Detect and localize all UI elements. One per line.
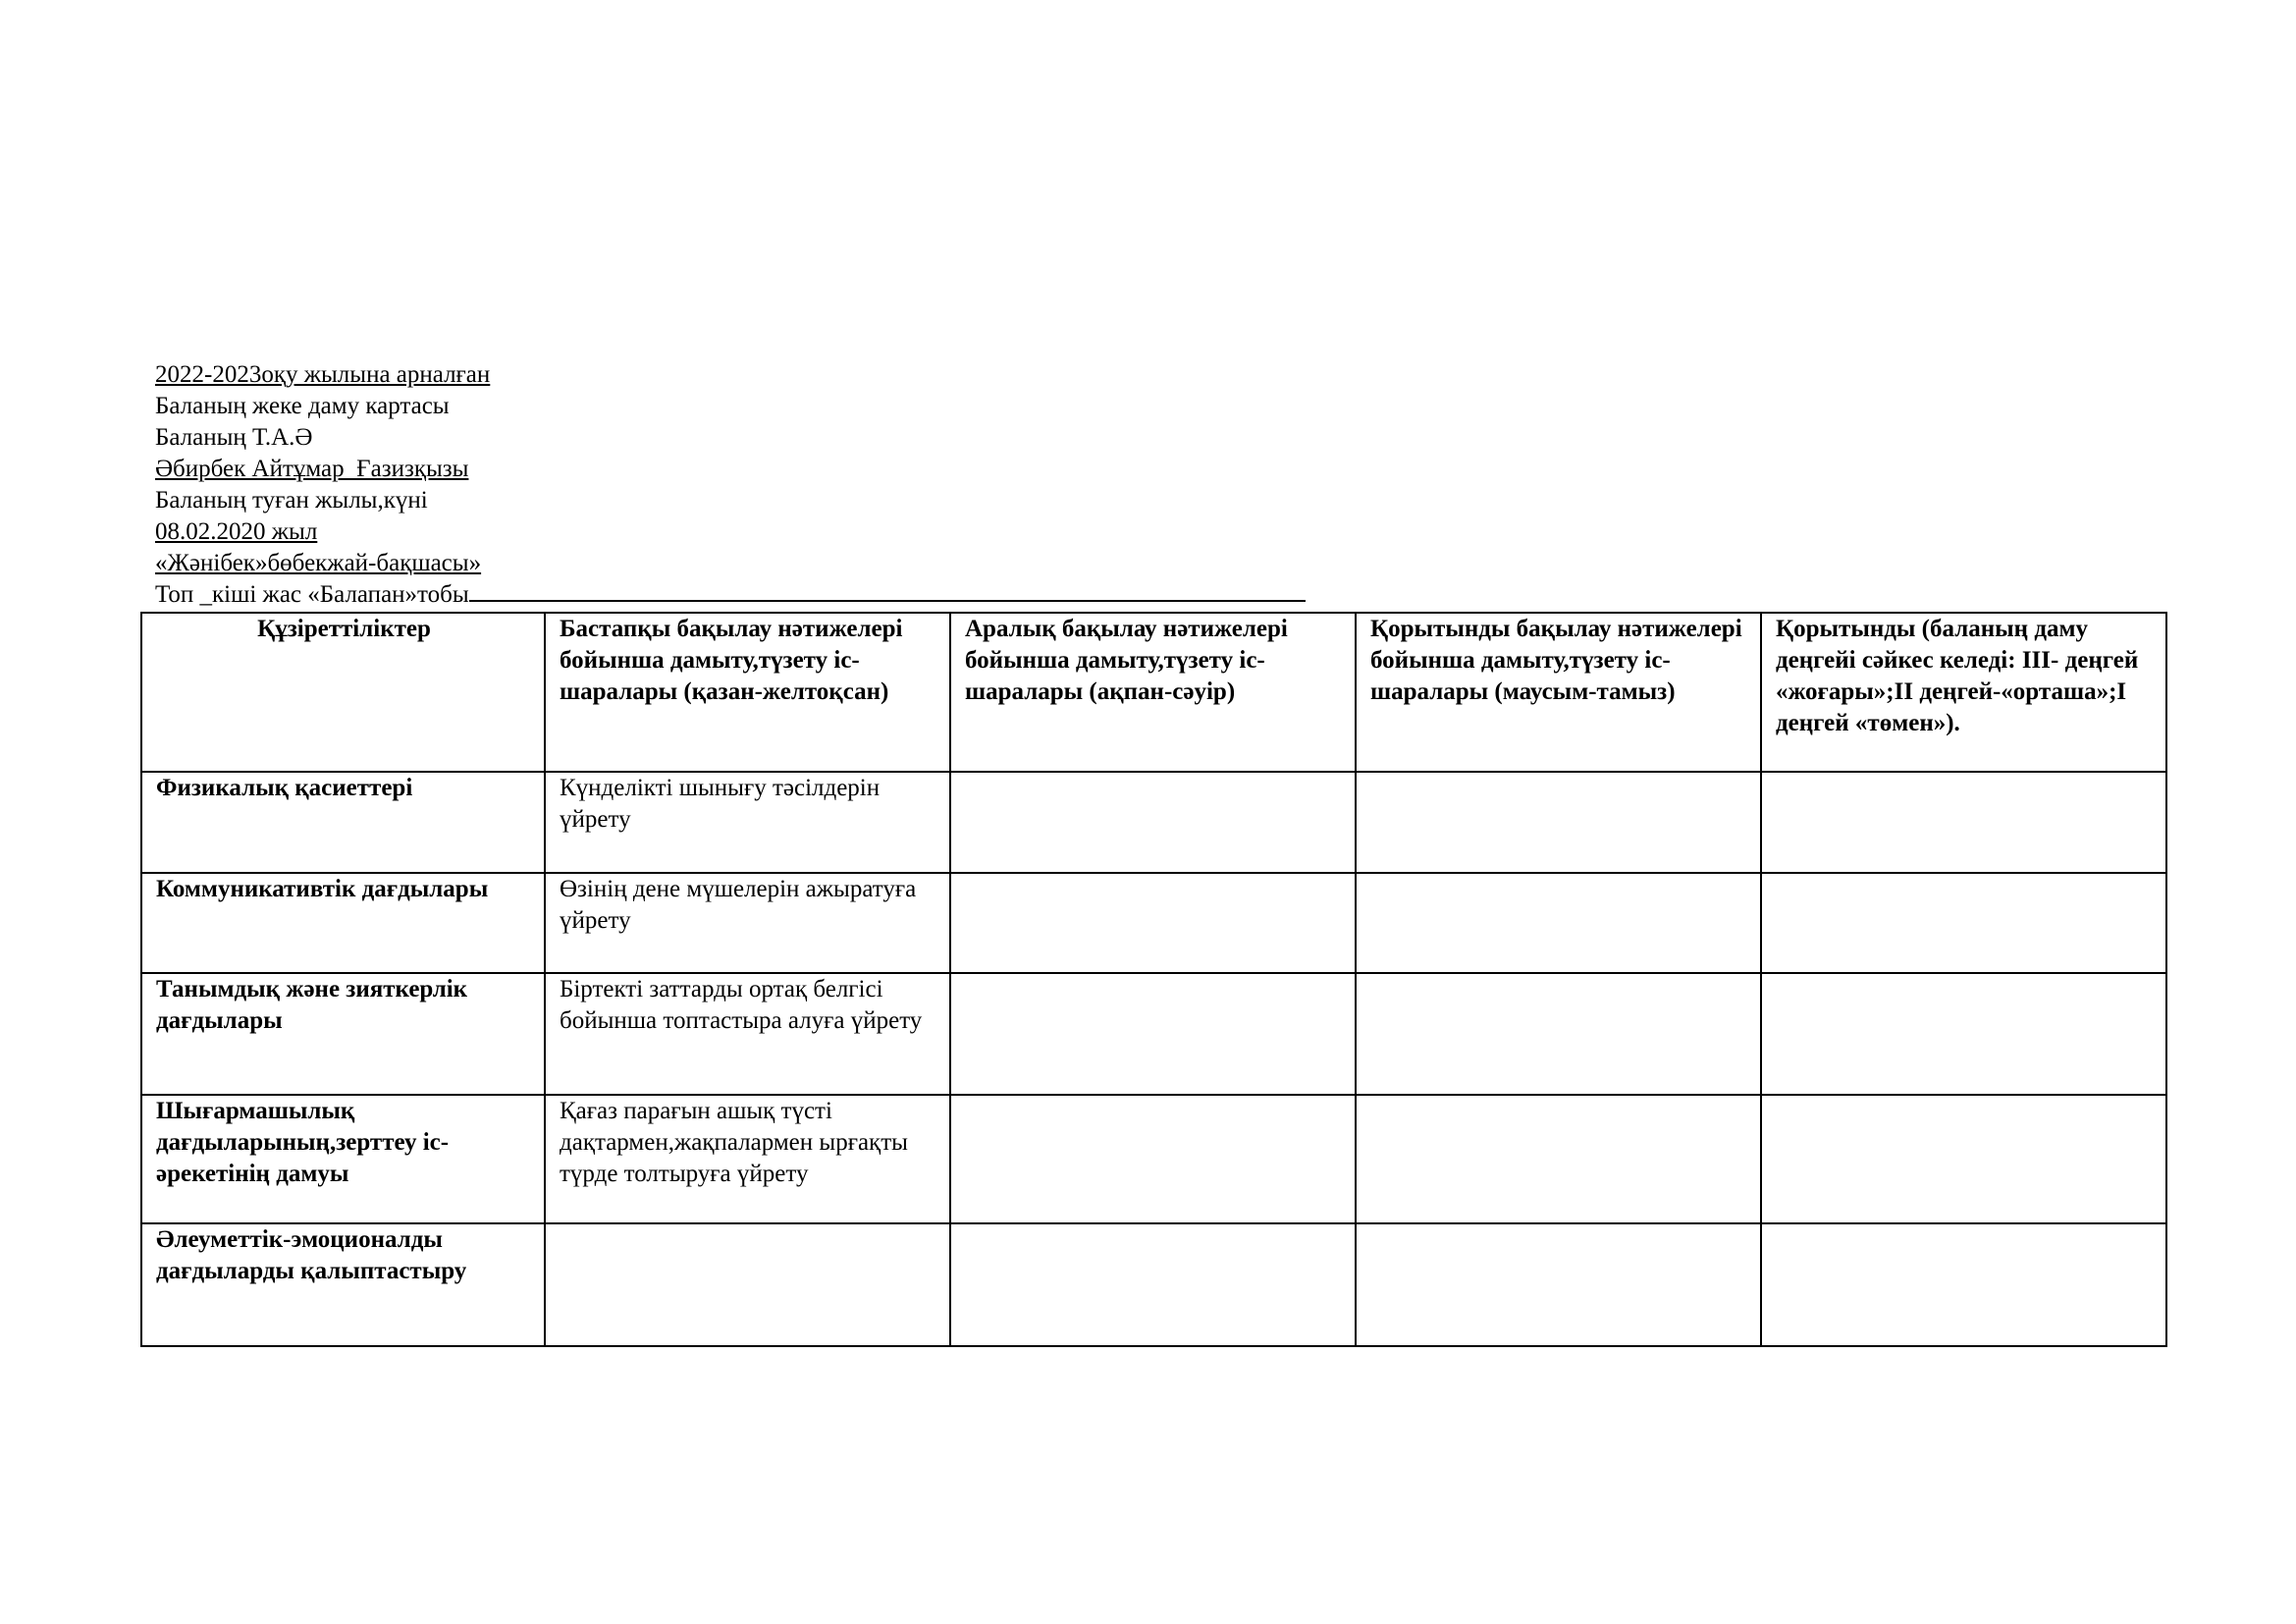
competency-cell: Коммуникативтік дағдылары [141,873,545,973]
name-label: Баланың Т.А.Ә [155,424,313,451]
table-header-row [141,613,2166,772]
competency-cell: Физикалық қасиеттері [141,772,545,873]
table-row [141,1095,2166,1223]
intermediate-cell [950,1095,1356,1223]
final-cell [1356,1095,1761,1223]
result-cell [1761,1223,2166,1346]
final-cell [1356,772,1761,873]
group-name: Топ _кіші жас «Балапан»тобы [155,581,469,608]
child-name: Әбирбек Айтұмар Ғазизқызы [155,456,469,482]
table-row [141,1223,2166,1346]
initial-cell: Біртекті заттарды ортақ белгісі бойынша топтастыра алуға үйрету [545,973,950,1095]
birth-date: 08.02.2020 жыл [155,518,318,545]
group-fill-line [469,580,1306,602]
competency-cell: Шығармашылық дағдыларының,зерттеу іс-әрекетінің дамуы [141,1095,545,1223]
table-row [141,772,2166,873]
result-cell [1761,873,2166,973]
column-header-initial: Бастапқы бақылау нәтижелері бойынша дамыту,түзету іс-шаралары (қазан-желтоқсан) [545,613,950,772]
intermediate-cell [950,772,1356,873]
result-cell [1761,772,2166,873]
academic-year: 2022-2023оқу жылына арналған [155,361,491,388]
intermediate-cell [950,1223,1356,1346]
initial-cell: Өзінің дене мүшелерін ажыратуға үйрету [545,873,950,973]
initial-cell: Қағаз парағын ашық түсті дақтармен,жақпалармен ырғақты түрде толтыруға үйрету [545,1095,950,1223]
initial-cell [545,1223,950,1346]
table-row [141,973,2166,1095]
final-cell [1356,973,1761,1095]
column-header-intermediate: Аралық бақылау нәтижелері бойынша дамыту,түзету іс-шаралары (ақпан-сәуір) [950,613,1356,772]
result-cell [1761,973,2166,1095]
result-cell [1761,1095,2166,1223]
document-header [155,359,1306,611]
column-header-result: Қорытынды (баланың даму деңгейі сәйкес келеді: ІІІ- деңгей «жоғары»;ІІ деңгей-«орташа»;І деңгей «төмен»). [1761,613,2166,772]
final-cell [1356,873,1761,973]
final-cell [1356,1223,1761,1346]
kindergarten-name: «Жәнібек»бөбекжай-бақшасы» [155,550,482,576]
column-header-competencies: Құзіреттіліктер [141,613,545,772]
development-map-table [140,612,2167,1347]
initial-cell: Күнделікті шынығу тәсілдерін үйрету [545,772,950,873]
table-row [141,873,2166,973]
intermediate-cell [950,873,1356,973]
intermediate-cell [950,973,1356,1095]
birth-label: Баланың туған жылы,күні [155,487,428,514]
card-title: Баланың жеке даму картасы [155,393,450,419]
group-line [155,579,1306,611]
competency-cell: Танымдық және зияткерлік дағдылары [141,973,545,1095]
column-header-final: Қорытынды бақылау нәтижелері бойынша дамыту,түзету іс-шаралары (маусым-тамыз) [1356,613,1761,772]
competency-cell: Әлеуметтік-эмоционалды дағдыларды қалыптастыру [141,1223,545,1346]
